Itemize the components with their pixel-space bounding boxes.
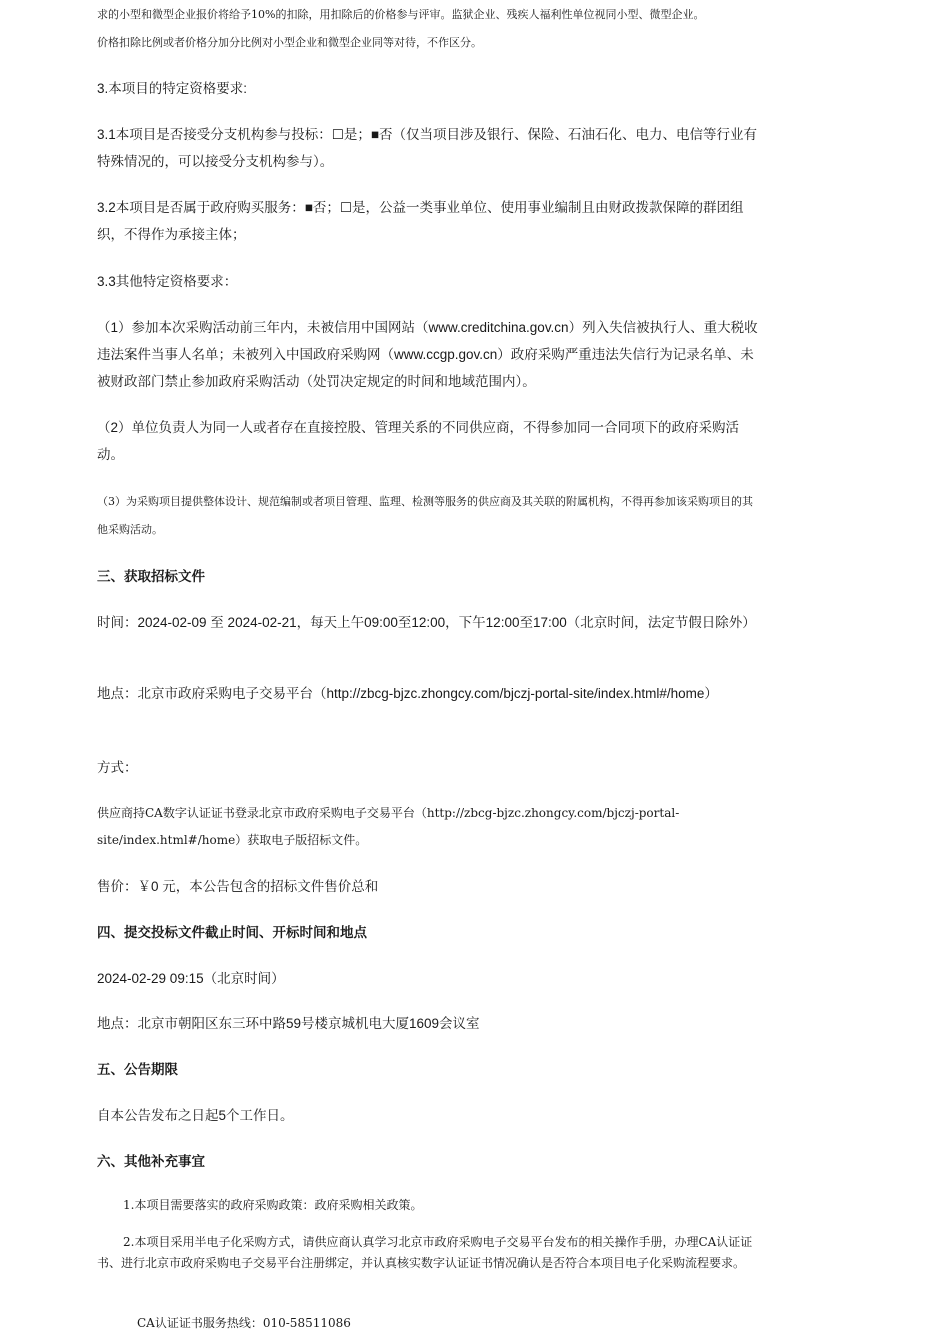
qualification-heading: 3.本项目的特定资格要求: — [97, 81, 248, 96]
section-6-item-2: 2.本项目采用半电子化采购方式，请供应商认真学习北京市政府采购电子交易平台发布的相关操作手册，办理CA认证证书、进行北京市政府采购电子交易平台注册绑定，并认真核实数字认证证书情况确认是否符合本项目电子化采购流程要求。 — [97, 1235, 753, 1270]
requirement-1: （1）参加本次采购活动前三年内，未被信用中国网站（www.creditchina.gov.cn）列入失信被执行人、重大税收违法案件当事人名单；未被列入中国政府采购网（www.ccgp.gov.cn）政府采购严重违法失信行为记录名单、未被财政部门禁止参加政府采购活动（处罚决定规定的时间和地域范围内）。 — [97, 320, 758, 389]
section-5-text: 自本公告发布之日起5个工作日。 — [97, 1108, 294, 1123]
section-6-hotline: CA认证证书服务热线：010-58511086 — [137, 1316, 351, 1330]
section-3-time: 时间：2024-02-09 至 2024-02-21，每天上午09:00至12:00，下午12:00至17:00（北京时间，法定节假日除外） — [97, 615, 756, 630]
requirement-2: （2）单位负责人为同一人或者存在直接控股、管理关系的不同供应商，不得参加同一合同项下的政府采购活动。 — [97, 420, 740, 462]
qualification-3-3: 3.3其他特定资格要求： — [97, 274, 238, 289]
section-3-method-label: 方式： — [97, 760, 138, 775]
section-4-place: 地点：北京市朝阳区东三环中路59号楼京城机电大厦1609会议室 — [97, 1016, 480, 1031]
intro-line-1: 求的小型和微型企业报价将给予10%的扣除，用扣除后的价格参与评审。监狱企业、残疾人福利性单位视同小型、微型企业。 — [97, 8, 705, 21]
requirement-3: （3）为采购项目提供整体设计、规范编制或者项目管理、监理、检测等服务的供应商及其关联的附属机构，不得再参加该采购项目的其他采购活动。 — [97, 495, 753, 536]
qualification-3-1: 3.1本项目是否接受分支机构参与投标：☐是；■否（仅当项目涉及银行、保险、石油石化、电力、电信等行业有特殊情况的，可以接受分支机构参与）。 — [97, 127, 758, 169]
section-4-time: 2024-02-29 09:15（北京时间） — [97, 971, 285, 986]
section-3-price: 售价：￥0 元，本公告包含的招标文件售价总和 — [97, 879, 379, 894]
section-3-method: 供应商持CA数字认证证书登录北京市政府采购电子交易平台（http://zbcg-bjzc.zhongcy.com/bjczj-portal-site/index.html#/home）获取电子版招标文件。 — [97, 806, 680, 847]
section-5-heading: 五、公告期限 — [97, 1062, 178, 1077]
section-3-heading: 三、获取招标文件 — [97, 569, 205, 584]
qualification-3-2: 3.2本项目是否属于政府购买服务：■否；☐是，公益一类事业单位、使用事业编制且由财政拨款保障的群团组织，不得作为承接主体； — [97, 200, 744, 242]
section-4-heading: 四、提交投标文件截止时间、开标时间和地点 — [97, 925, 367, 940]
intro-line-2: 价格扣除比例或者价格分加分比例对小型企业和微型企业同等对待，不作区分。 — [97, 36, 482, 49]
section-3-place: 地点：北京市政府采购电子交易平台（http://zbcg-bjzc.zhongcy.com/bjczj-portal-site/index.html#/home） — [97, 686, 718, 701]
section-6-heading: 六、其他补充事宜 — [97, 1154, 205, 1169]
section-6-item-1: 1.本项目需要落实的政府采购政策：政府采购相关政策。 — [123, 1198, 423, 1212]
